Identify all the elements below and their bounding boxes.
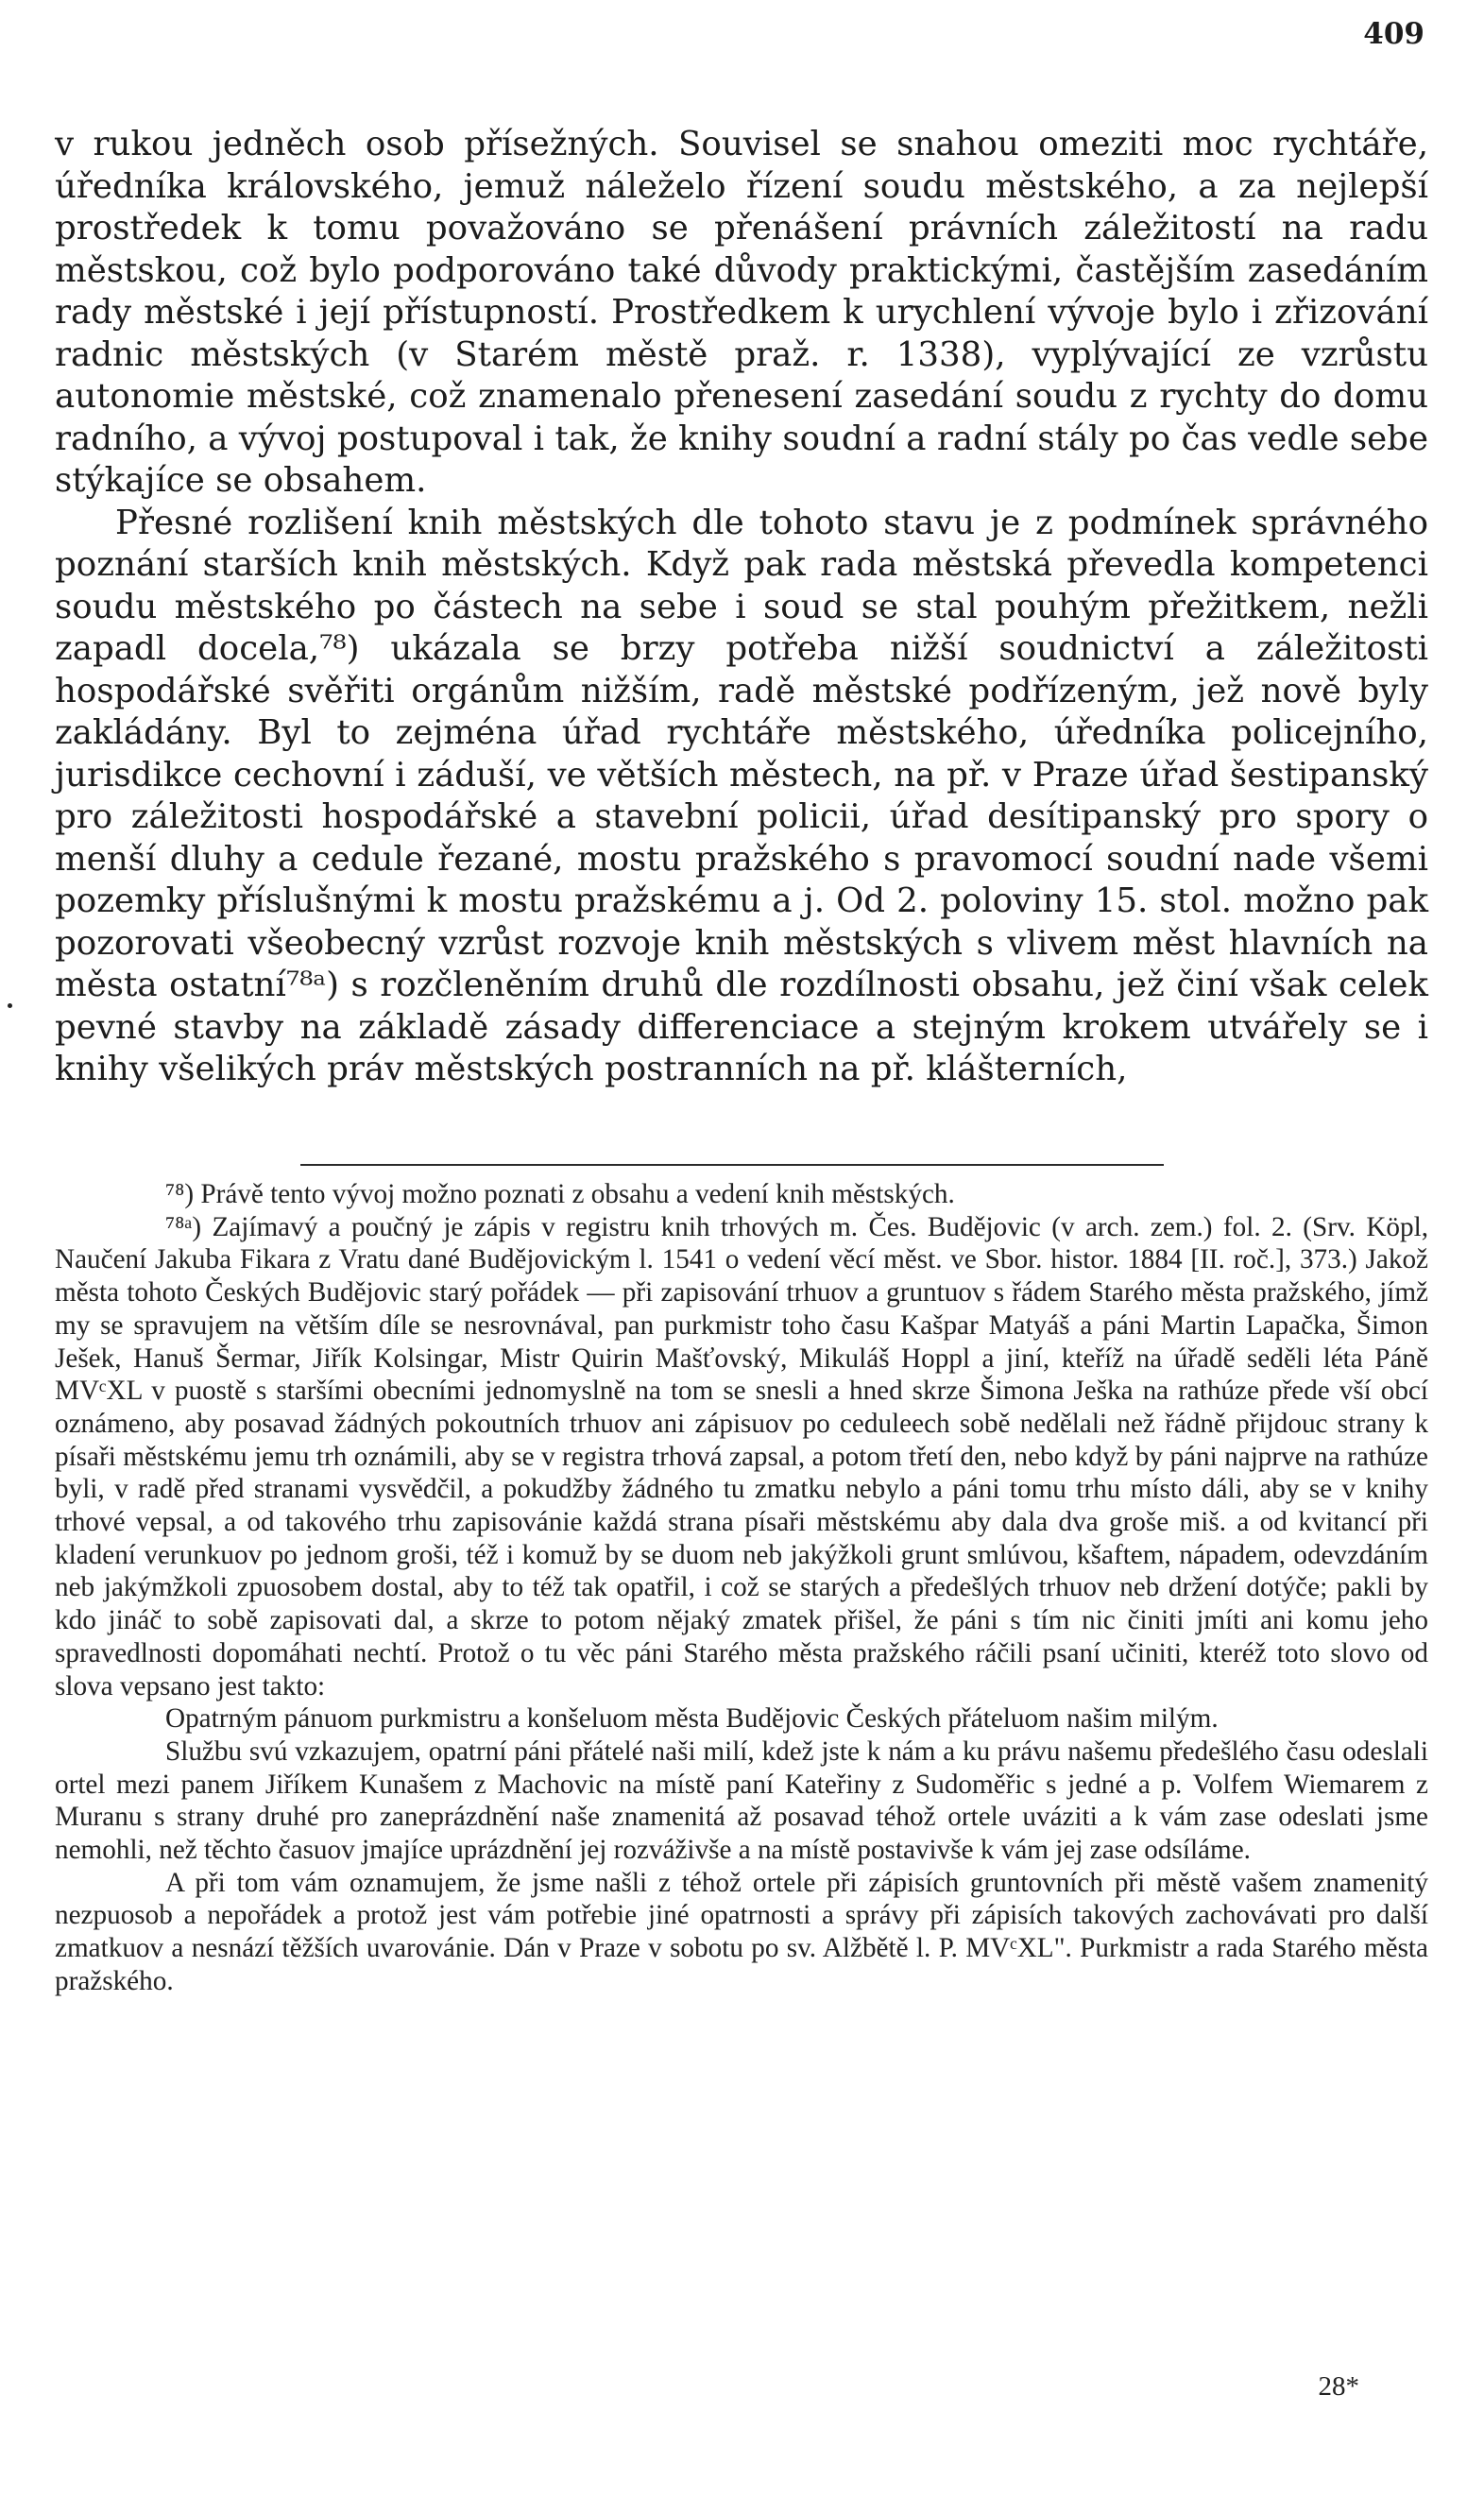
printer-signature: 28* [1318, 2371, 1359, 2402]
main-text [55, 124, 1428, 1091]
paragraph: v rukou jedněch osob přísežných. Souvisel se snahou omeziti moc rychtáře, úředníka královského, jemuž náleželo řízení soudu městského, a za nejlepší prostředek k tomu považováno se přenášení právních záležitostí na radu městskou, což bylo podporováno také důvody praktickými, častějším zasedáním rady městské i její přístupností. Prostředkem k urychlení vývoje bylo i zřizování radnic městských (v Starém městě praž. r. 1338), vyplývající ze vzrůstu autonomie městské, což znamenalo přenesení zasedání soudu z rychty do domu radního, a vývoj postupoval i tak, že knihy soudní a radní stály po čas vedle sebe stýkajíce se obsahem. [55, 125, 1428, 500]
letter-address: Opatrným pánuom purkmistru a konšeluom města Budějovic Českých přáteluom našim milým. [165, 1703, 1219, 1735]
paragraph: Přesné rozlišení knih městských dle tohoto stavu je z podmínek správného poznání starších knih městských. Když pak rada městská převedla kompetenci soudu městského po částech na sebe i soud se stal pouhým přežitkem, nežli zapadl docela,⁷⁸) ukázala se brzy potřeba nižší soudnictví a záležitosti hospodářské svěřiti orgánům nižším, radě městské podřízeným, jež nově byly zakládány. Byl to zejména úřad rychtáře městského, úředníka policejního, jurisdikce cechovní i záduší, ve větších městech, na př. v Praze úřad šestipanský pro záležitosti hospodářské a stavební policii, úřad desítipanský pro spory o menší dluhy a cedule řezané, mostu pražského s pravomocí soudní nade všemi pozemky příslušnými k mostu pražskému a j. Od 2. poloviny 15. stol. možno pak pozorovati všeobecný vzrůst rozvoje knih městských s vlivem měst hlavních na města ostatní⁷⁸ᵃ) s rozčleněním druhů dle rozdílnosti obsahu, jež činí však celek pevné stavby na základě zásady differenciace a stejným krokem utvářely se i knihy všelikých práv městských postranních na př. klášterních, [55, 503, 1428, 1088]
footnote-78: ⁷⁸) Právě tento vývoj možno poznati z obsahu a vedení knih městských. [165, 1179, 955, 1209]
page-number: 409 [1363, 17, 1424, 51]
footnote-78a: ⁷⁸ᵃ) Zajímavý a poučný je zápis v registru knih trhových m. Čes. Budějovic (v arch. zem.) fol. 2. (Srv. Köpl, Naučení Jakuba Fikara z Vratu dané Budějovickým l. 1541 o vedení věcí měst. ve Sbor. histor. 1884 [II. roč.], 373.) Jakož města tohoto Českých Budějovic starý pořádek — při zapisování trhuov a gruntuov s řádem Starého města pražského, jímž my se spravujem na větším díle se nesrovnával, pan purkmistr toho času Kašpar Matyáš a páni Martin Lapačka, Šimon Ješek, Hanuš Šermar, Jiřík Kolsingar, Mistr Quirin Mašťovský, Mikuláš Hoppl a jiní, kteříž na úřadě seděli léta Páně MVᶜXL v puostě s staršími obecními jednomyslně na tom se snesli a hned skrze Šimona Ješka na rathúze přede vší obcí oznámeno, aby posavad žádných pokoutních trhuov ani zápisuov po ceduleech sobě nedělali než řádně přijdouc strany k písaři městskému jemu trh oznámili, aby se v registra trhová zapsal, a potom třetí den, nebo když by páni najprve na rathúze byli, v radě před stranami vysvědčil, a pokudžby žádného tu zmatku nebylo a páni tomu trhu místo dáli, aby se v knihy trhové vepsal, a od takového trhu zapisovánie každá strana písaři městskému aby dala dva groše miš. a od kvitancí při kladení verunkuov po jednom groši, též i komuž by se duom neb jakýžkoli grunt smlúvou, kšaftem, nápadem, odevzdáním neb jakýmžkoli zpuosobem dostal, aby to též tak opatřil, i což se starých a předešlých trhuov neb držení dotýče; pakli by kdo jináč to sobě zapisovati dal, a skrze to potom nějaký zmatek přišel, že páni s tím nic činiti jmíti ani komu jeho spravedlnosti dopomáhati nechtí. Protož o tu věc páni Starého města pražského ráčili psaní učiniti, kteréž toto slovo od slova vepsano jest takto: [55, 1211, 1428, 1702]
margin-mark [8, 1003, 12, 1008]
footnotes [55, 1178, 1428, 1998]
letter-closing: A při tom vám oznamujem, že jsme našli z téhož ortele při zápisích gruntovních při městě vašem znamenitý nezpuosob a nepořádek a protož jest vám potřebie jiné opatrnosti a správy při zápisích takových zachovávati pro další zmatkuov a nesnází těžších uvarovánie. Dán v Praze v sobotu po sv. Alžbětě l. P. MVᶜXL". Purkmistr a rada Starého města pražského. [55, 1867, 1428, 1996]
footnote-divider [300, 1164, 1164, 1166]
letter-body: Službu svú vzkazujem, opatrní páni přátelé naši milí, kdež jste k nám a ku právu našemu předešlého času odeslali ortel mezi panem Jiříkem Kunašem z Machovic na místě paní Kateřiny z Sudoměřic s jedné a p. Volfem Wiemarem z Muranu s strany druhé pro zaneprázdnění naše znamenitá až posavad téhož ortele uváziti a k vám zase odeslati jsme nemohli, než těchto časuov jmajíce uprázdnění jej rozváživše a na místě postavivše k vám jej zase odsíláme. [55, 1736, 1428, 1866]
